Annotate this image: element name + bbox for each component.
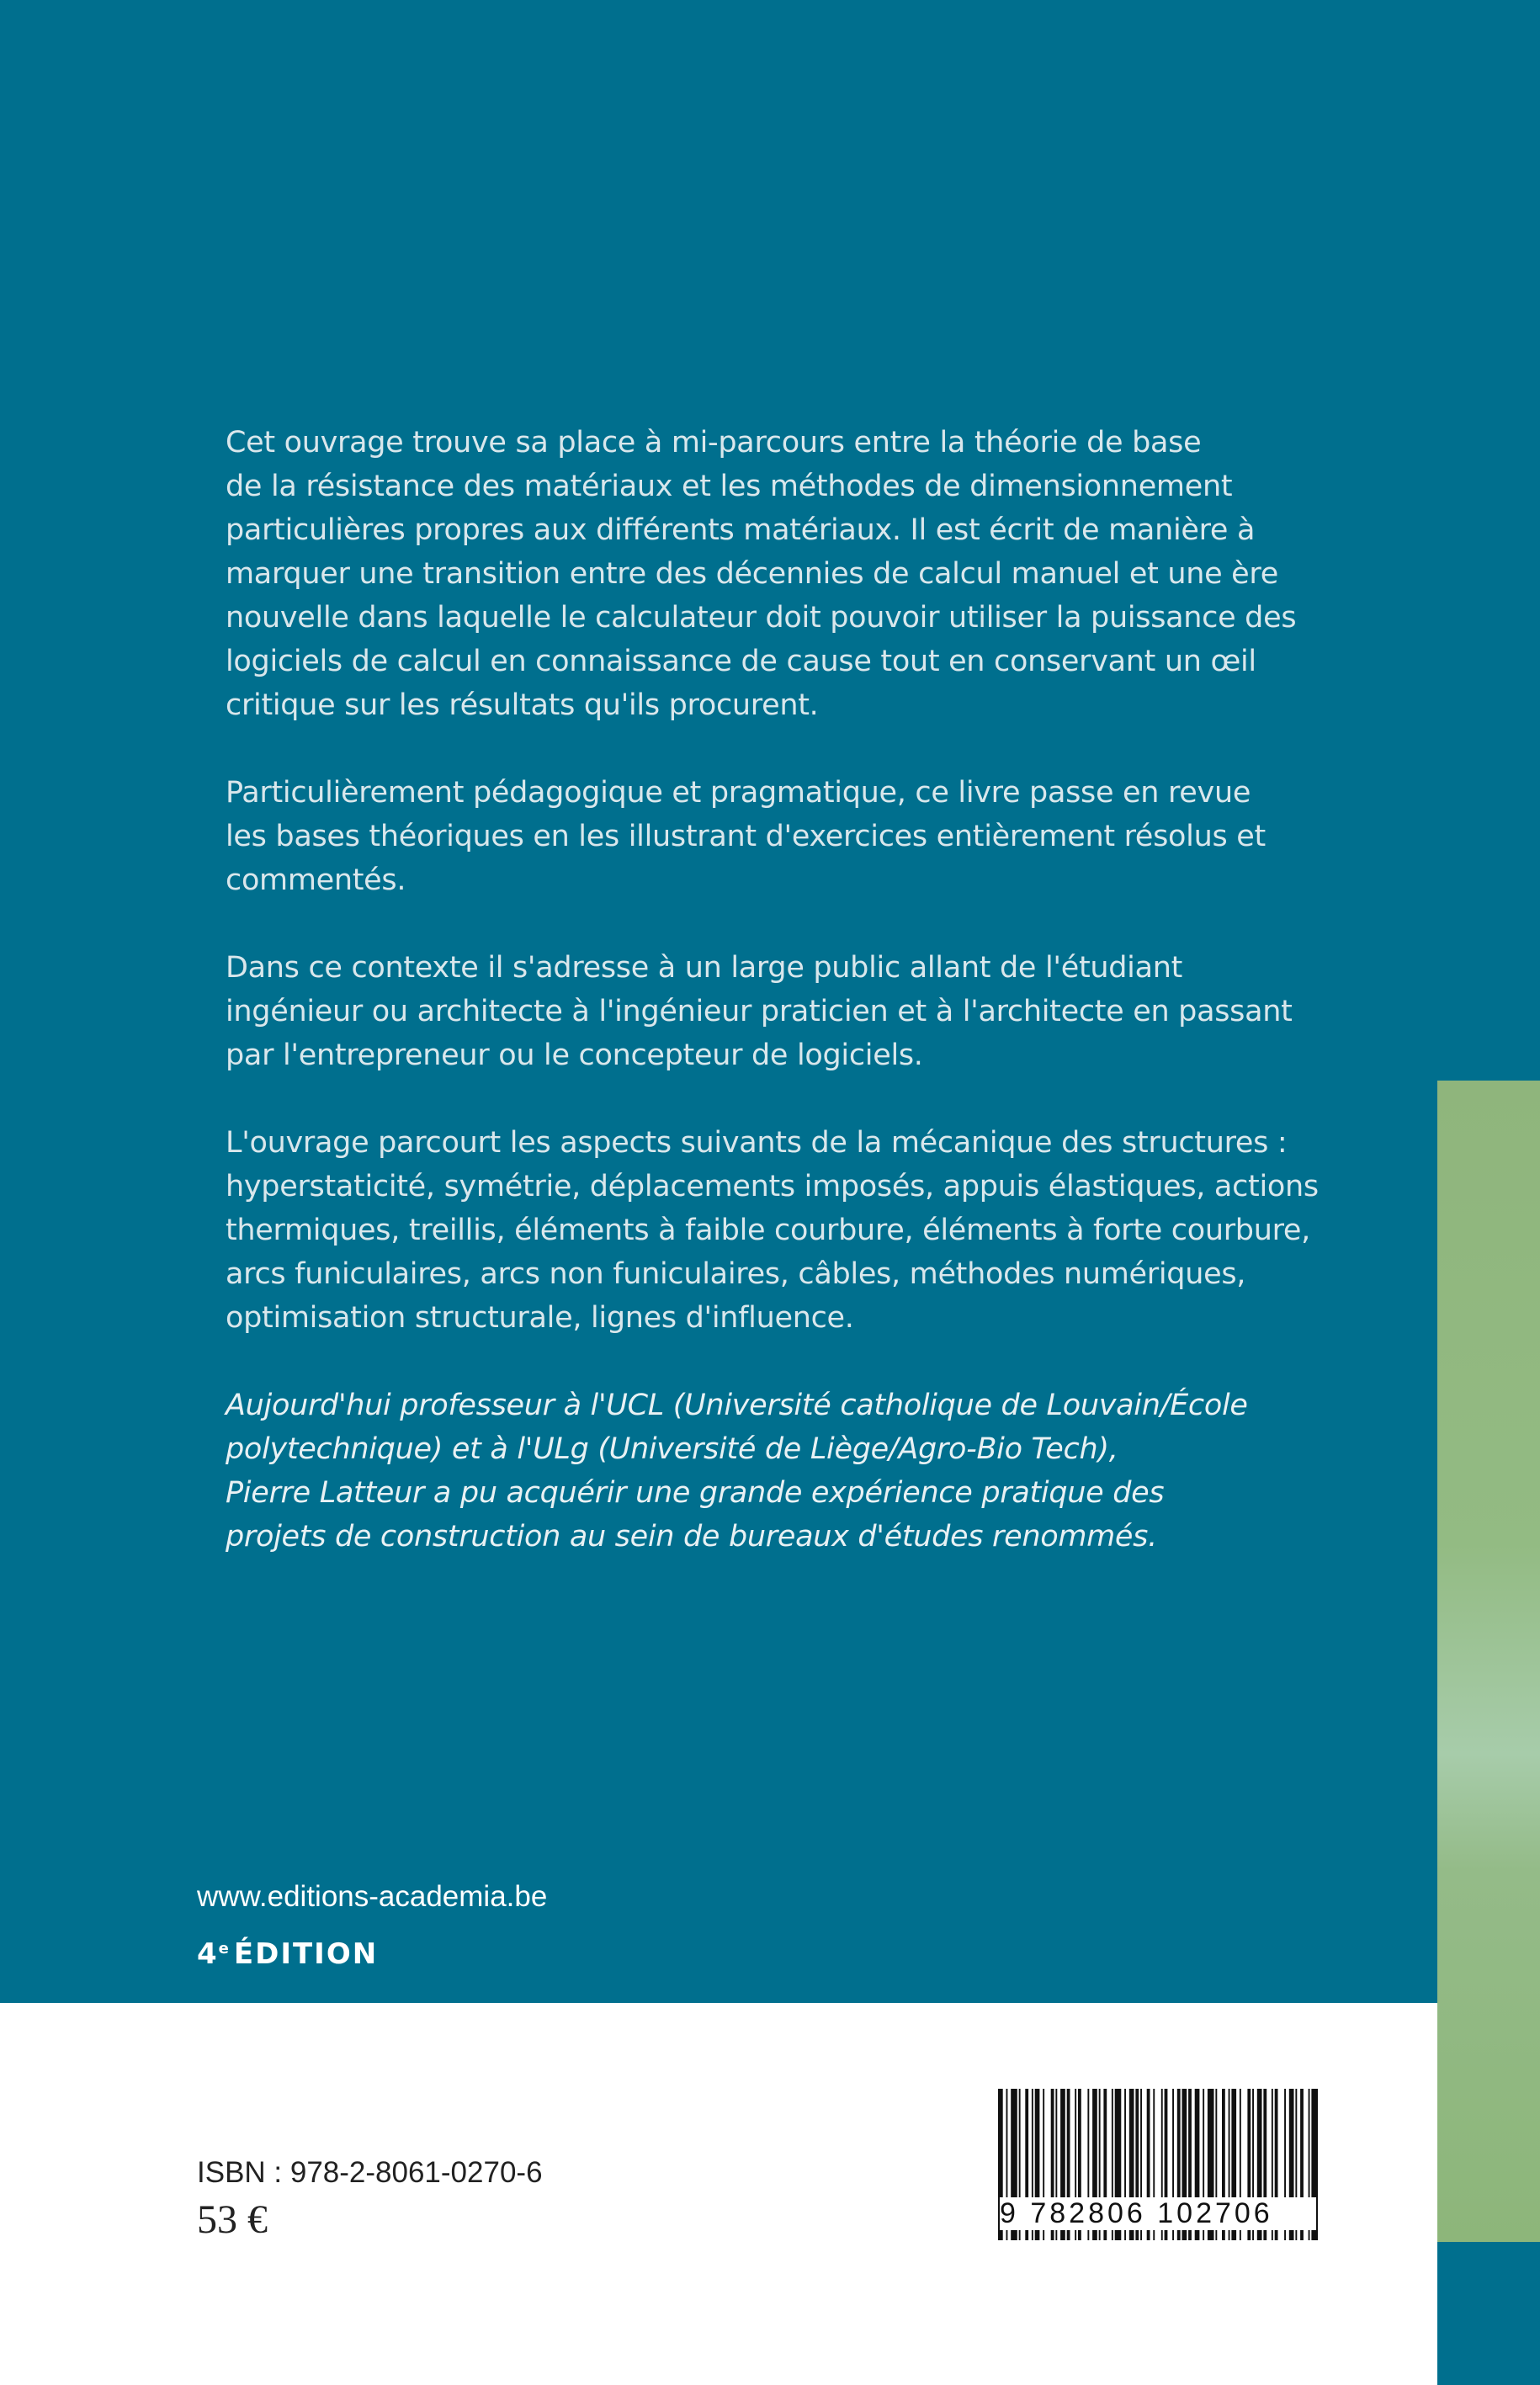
green-accent-strip [1437, 1081, 1540, 2242]
blurb-line: L'ouvrage parcourt les aspects suivants de la mécanique des structures : [226, 1126, 1288, 1160]
blurb-line: commentés. [226, 863, 406, 897]
blurb-line: de la résistance des matériaux et les méthodes de dimensionnement [226, 470, 1233, 503]
blurb-line: logiciels de calcul en connaissance de cause tout en conservant un œil [226, 645, 1256, 678]
blurb-line: particulières propres aux différents matériaux. Il est écrit de manière à [226, 513, 1256, 547]
publisher-website[interactable]: www.editions-academia.be [197, 1880, 548, 1913]
blurb-line: Particulièrement pédagogique et pragmatique, ce livre passe en revue [226, 776, 1251, 810]
author-bio [226, 1384, 1320, 1559]
blurb-paragraph-2 [226, 771, 1320, 902]
blurb-paragraph-4 [226, 1121, 1320, 1340]
back-cover-blurb [226, 421, 1320, 1602]
barcode-digits: 9 782806 102706 [1000, 2197, 1316, 2230]
blurb-line: ingénieur ou architecte à l'ingénieur praticien et à l'architecte en passant [226, 995, 1293, 1028]
edition-superscript: e [218, 1939, 229, 1957]
edition-word: ÉDITION [233, 1937, 379, 1971]
isbn-number: ISBN : 978-2-8061-0270-6 [197, 2156, 543, 2189]
blurb-line: optimisation structurale, lignes d'influence. [226, 1301, 854, 1335]
bio-line: projets de construction au sein de bureaux d'études renommés. [226, 1520, 1157, 1554]
bio-line: Pierre Latteur a pu acquérir une grande expérience pratique des [226, 1476, 1165, 1510]
blurb-line: hyperstaticité, symétrie, déplacements imposés, appuis élastiques, actions [226, 1170, 1319, 1203]
teal-corner [1437, 2242, 1540, 2385]
blurb-line: thermiques, treillis, éléments à faible courbure, éléments à forte courbure, [226, 1214, 1310, 1247]
blurb-line: marquer une transition entre des décennies de calcul manuel et une ère [226, 557, 1278, 591]
blurb-line: les bases théoriques en les illustrant d'exercices entièrement résolus et [226, 820, 1266, 853]
blurb-paragraph-3 [226, 946, 1320, 1077]
blurb-line: Dans ce contexte il s'adresse à un large public allant de l'étudiant [226, 951, 1183, 985]
bio-line: polytechnique) et à l'ULg (Université de Liège/Agro-Bio Tech), [226, 1432, 1118, 1466]
edition-number: 4 [197, 1937, 219, 1971]
edition-label [197, 1937, 378, 1971]
blurb-line: par l'entrepreneur ou le concepteur de logiciels. [226, 1038, 923, 1072]
price: 53 € [197, 2197, 268, 2242]
blurb-line: nouvelle dans laquelle le calculateur doit pouvoir utiliser la puissance des [226, 601, 1297, 635]
bio-line: Aujourd'hui professeur à l'UCL (Université catholique de Louvain/École [226, 1389, 1248, 1422]
blurb-line: critique sur les résultats qu'ils procurent. [226, 688, 819, 722]
blurb-paragraph-1 [226, 421, 1320, 727]
blurb-line: Cet ouvrage trouve sa place à mi-parcours entre la théorie de base [226, 426, 1202, 459]
blurb-line: arcs funiculaires, arcs non funiculaires, câbles, méthodes numériques, [226, 1257, 1246, 1291]
